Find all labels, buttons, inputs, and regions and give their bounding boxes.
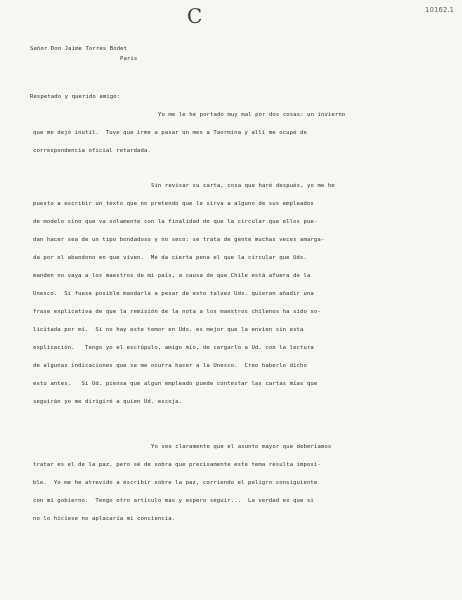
addressee: Señor Don Jaime Torres Bodet <box>30 46 128 52</box>
paragraph-line: dan hacer sea de un tipo bondadoso y no seco: se trata de gente muchas veces amarga- <box>33 237 325 243</box>
paragraph-line: manden no vaya a los maestros de mi país, a causa de que Chile está afuera de la <box>33 273 311 279</box>
paragraph-line: con mi gobierno. Tengo otro artículo mas y espero seguir... La verdad es que si <box>33 498 314 504</box>
paragraph-line: de modelo sino que va solamente con la finalidad de que la circular que ellos pue- <box>33 219 318 225</box>
paragraph-line: Yo veo claramente que el asunto mayor que deberíamos <box>151 444 332 450</box>
paragraph-line: de algunas indicaciones que se me ocurra hacer a la Unesco. Creo haberlo dicho <box>33 363 307 369</box>
archive-number: 10162.1 <box>425 6 454 14</box>
paragraph-line: tratar es el de la paz, pero sé de sobra que precisamente este tema resulta imposi- <box>33 462 321 468</box>
paragraph-line: licitada por mí. Si no hay este temor en Uds. es mejor que la envien sin esta <box>33 327 304 333</box>
paragraph-line: Unesco. Si fuese posible mandarla a pesar de esto talvez Uds. quieran añadir una <box>33 291 314 297</box>
paragraph-line: correspondencia oficial retardada. <box>33 148 151 154</box>
paragraph-line: esto antes. Si Ud. piensa que algun empleado puede contestar las cartas mías que <box>33 381 318 387</box>
paragraph-line: no lo hiciese no aplacaría mi conciencia. <box>33 516 176 522</box>
handwritten-mark: C <box>186 3 203 29</box>
paragraph-line: frase explicativa de que la remisión de la nota a los maestros chilenos ha sido so- <box>33 309 321 315</box>
paragraph-line: que me dejó inutil. Tuve que irme a pasar un mes a Taormina y allí me ocupé de <box>33 130 307 136</box>
paragraph-line: da por el abandono en que viven. Me da cierta pena el que la circular que Uds. <box>33 255 307 261</box>
paragraph-line: Sin revisar su carta, cosa que haré después, yo me he <box>151 183 335 189</box>
paragraph-line: ble. Yo me he atrevido a escribir sobre la paz, corriendo el peligro consiguiente <box>33 480 318 486</box>
paragraph-line: puesto a escribir un texto que no pretendo que le sirva a alguno de sus empleados <box>33 201 314 207</box>
paragraph-line: explicación. Tengo yo el escrúpulo, amigo mío, de cargarlo a Ud. con la lectura <box>33 345 314 351</box>
city: Paris <box>120 56 138 62</box>
salutation: Respetado y querido amigo: <box>30 94 121 100</box>
paragraph-line: seguirán yo me dirigiré a quien Ud. escoja. <box>33 399 183 405</box>
paragraph-line: Yo me le he portado muy mal por dos cosas: un invierno <box>158 112 346 118</box>
